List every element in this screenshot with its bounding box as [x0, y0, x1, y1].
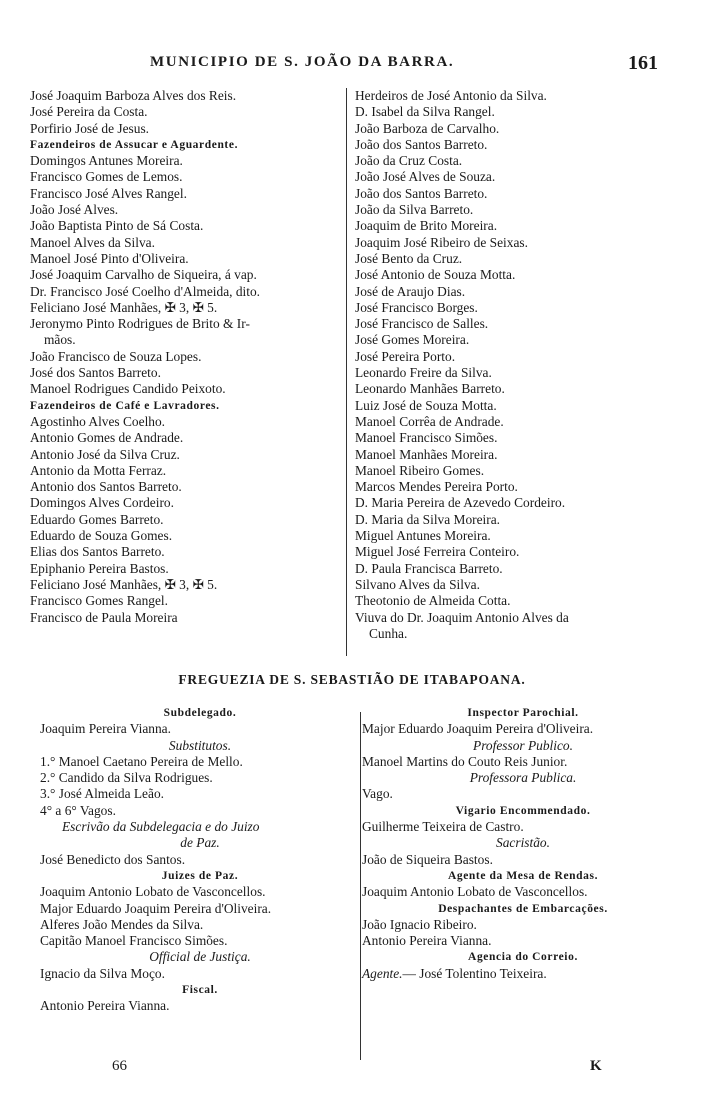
name-entry: Manoel Martins do Couto Reis Junior.	[362, 753, 568, 769]
name-entry: Miguel José Ferreira Conteiro.	[355, 544, 520, 560]
name-entry: 2.° Candido da Silva Rodrigues.	[40, 770, 213, 786]
name-entry: João Barboza de Carvalho.	[355, 120, 500, 136]
office-subheading: Substitutos.	[168, 737, 232, 753]
column-lower-left	[40, 705, 360, 1015]
name-entry: Francisco Gomes Rangel.	[30, 593, 168, 609]
name-entry: Joaquim Antonio Lobato de Vasconcellos.	[40, 884, 266, 900]
name-entry: D. Maria da Silva Moreira.	[355, 511, 501, 527]
name-entry: Herdeiros de José Antonio da Silva.	[355, 88, 547, 103]
section-title: FREGUEZIA DE S. SEBASTIÃO DE ITABAPOANA.	[178, 672, 526, 687]
name-entry: Manoel Alves da Silva.	[30, 234, 155, 250]
name-entry: D. Isabel da Silva Rangel.	[355, 104, 495, 120]
name-entry: Alferes João Mendes da Silva.	[40, 916, 204, 932]
name-entry: José Bento da Cruz.	[355, 250, 463, 266]
office-heading: Despachantes de Embarcações.	[438, 902, 608, 915]
name-entry: João dos Santos Barreto.	[355, 185, 488, 201]
office-heading: Juizes de Paz.	[161, 869, 239, 882]
name-entry: Eduardo Gomes Barreto.	[30, 511, 164, 527]
name-entry: Manoel Ribeiro Gomes.	[355, 462, 485, 478]
name-entry: João dos Santos Barreto.	[355, 136, 488, 152]
office-heading: Agente da Mesa de Rendas.	[447, 869, 599, 882]
name-entry: Joaquim de Brito Moreira.	[355, 218, 498, 234]
column-upper-right	[355, 88, 685, 642]
name-entry: José Pereira da Costa.	[30, 104, 148, 120]
name-entry: João José Alves de Souza.	[355, 169, 496, 185]
name-entry: Capitão Manoel Francisco Simões.	[40, 933, 228, 949]
office-heading: Inspector Parochial.	[467, 707, 579, 719]
name-entry: João Francisco de Souza Lopes.	[30, 348, 202, 364]
office-heading: Subdelegado.	[163, 707, 237, 719]
name-entry: Major Eduardo Joaquim Pereira d'Oliveira.	[362, 721, 594, 737]
name-entry: Porfirio José de Jesus.	[30, 120, 150, 136]
name-entry: Joaquim Pereira Vianna.	[40, 721, 171, 737]
name-entry: João Baptista Pinto de Sá Costa.	[30, 218, 204, 234]
name-entry: Joaquim José Ribeiro de Seixas.	[355, 234, 528, 250]
name-entry: José dos Santos Barreto.	[30, 365, 161, 381]
name-entry: Silvano Alves da Silva.	[355, 576, 480, 592]
office-heading: Agencia do Correio.	[468, 951, 578, 964]
name-entry: Eduardo de Souza Gomes.	[30, 528, 173, 544]
section-heading: Fazendeiros de Café e Lavradores.	[30, 399, 220, 412]
name-entry: João da Cruz Costa.	[355, 153, 463, 169]
column-upper-left	[30, 88, 345, 626]
column-lower-right	[362, 705, 684, 982]
name-entry: Manoel José Pinto d'Oliveira.	[30, 250, 189, 266]
name-entry: Antonio dos Santos Barreto.	[30, 479, 182, 495]
name-entry: João Ignacio Ribeiro.	[362, 916, 477, 932]
name-entry: José Benedicto dos Santos.	[40, 851, 186, 867]
name-entry: José Francisco Borges.	[355, 299, 478, 315]
entry-continuation: Cunha.	[369, 625, 408, 641]
office-subheading: de Paz.	[180, 835, 220, 851]
name-entry: José de Araujo Dias.	[355, 283, 466, 299]
office-subheading: Official de Justiça.	[149, 949, 251, 965]
name-entry: Manoel Manhães Moreira.	[355, 446, 498, 462]
agent-name: — José Tolentino Teixeira.	[402, 965, 547, 981]
name-entry: Luiz José de Souza Motta.	[355, 397, 497, 413]
signature-mark-right: K	[590, 1058, 602, 1074]
name-entry: Domingos Antunes Moreira.	[30, 153, 183, 169]
name-entry: Francisco de Paula Moreira	[30, 609, 178, 625]
office-heading: Vigario Encommendado.	[455, 804, 591, 817]
entry-continuation: mãos.	[44, 332, 76, 348]
office-heading: Fiscal.	[182, 984, 218, 997]
name-entry: Major Eduardo Joaquim Pereira d'Oliveira.	[40, 900, 272, 916]
name-entry: Miguel Antunes Moreira.	[355, 528, 491, 544]
name-entry: Antonio Pereira Vianna.	[362, 933, 492, 949]
name-entry: Manoel Corrêa de Andrade.	[355, 413, 504, 429]
name-entry: Viuva do Dr. Joaquim Antonio Alves da	[355, 609, 569, 625]
name-entry: Antonio Gomes de Andrade.	[30, 430, 184, 446]
agent-line	[362, 966, 684, 982]
name-entry: Theotonio de Almeida Cotta.	[355, 593, 511, 609]
name-entry: Agostinho Alves Coelho.	[30, 413, 166, 429]
office-subheading: Professor Publico.	[473, 737, 573, 753]
name-entry: Francisco José Alves Rangel.	[30, 185, 187, 201]
name-entry: D. Paula Francisca Barreto.	[355, 560, 503, 576]
section-heading: Fazendeiros de Assucar e Aguardente.	[30, 138, 239, 151]
name-entry: Francisco Gomes de Lemos.	[30, 169, 183, 185]
name-entry: Leonardo Manhães Barreto.	[355, 381, 505, 397]
name-entry: Feliciano José Manhães, ✠ 3, ✠ 5.	[30, 299, 218, 315]
name-entry: Ignacio da Silva Moço.	[40, 965, 165, 981]
name-entry: João da Silva Barreto.	[355, 202, 474, 218]
office-subheading: Professora Publica.	[469, 770, 577, 786]
name-entry: Dr. Francisco José Coelho d'Almeida, dito.	[30, 283, 261, 299]
name-entry: Antonio Pereira Vianna.	[40, 998, 170, 1014]
name-entry: José Francisco de Salles.	[355, 316, 489, 332]
name-entry: Marcos Mendes Pereira Porto.	[355, 479, 518, 495]
name-entry: José Antonio de Souza Motta.	[355, 267, 516, 283]
name-entry: José Joaquim Carvalho de Siqueira, á vap.	[30, 267, 257, 283]
name-entry: Epiphanio Pereira Bastos.	[30, 560, 169, 576]
name-entry: Guilherme Teixeira de Castro.	[362, 819, 524, 835]
name-entry: Antonio da Motta Ferraz.	[30, 462, 167, 478]
name-entry: Feliciano José Manhães, ✠ 3, ✠ 5.	[30, 576, 218, 592]
name-entry: 3.° José Almeida Leão.	[40, 786, 164, 802]
name-entry: João José Alves.	[30, 202, 119, 218]
running-title: MUNICIPIO DE S. JOÃO DA BARRA.	[150, 54, 455, 70]
name-entry: D. Maria Pereira de Azevedo Cordeiro.	[355, 495, 566, 511]
column-divider-lower	[360, 712, 361, 1060]
running-head	[0, 48, 704, 88]
name-entry: 1.° Manoel Caetano Pereira de Mello.	[40, 753, 243, 769]
name-entry: José Pereira Porto.	[355, 348, 456, 364]
agent-label: Agente.	[362, 965, 403, 981]
name-entry: José Joaquim Barboza Alves dos Reis.	[30, 88, 237, 103]
name-entry: Joaquim Antonio Lobato de Vasconcellos.	[362, 884, 588, 900]
name-entry: José Gomes Moreira.	[355, 332, 470, 348]
name-entry: Manoel Rodrigues Candido Peixoto.	[30, 381, 226, 397]
name-entry: Manoel Francisco Simões.	[355, 430, 498, 446]
office-subheading: Escrivão da Subdelegacia e do Juizo	[62, 819, 260, 835]
name-entry: Antonio José da Silva Cruz.	[30, 446, 180, 462]
office-subheading: Sacristão.	[496, 835, 550, 851]
name-entry: 4° a 6° Vagos.	[40, 802, 116, 818]
name-entry: João de Siqueira Bastos.	[362, 851, 493, 867]
name-entry: Leonardo Freire da Silva.	[355, 365, 492, 381]
column-divider-upper	[346, 88, 347, 656]
name-entry: Jeronymo Pinto Rodrigues de Brito & Ir-	[30, 316, 250, 332]
name-entry: Domingos Alves Cordeiro.	[30, 495, 174, 511]
name-entry: Elias dos Santos Barreto.	[30, 544, 165, 560]
signature-mark-left: 66	[112, 1058, 127, 1074]
name-entry: Vago.	[362, 786, 393, 802]
page-number: 161	[628, 52, 658, 74]
